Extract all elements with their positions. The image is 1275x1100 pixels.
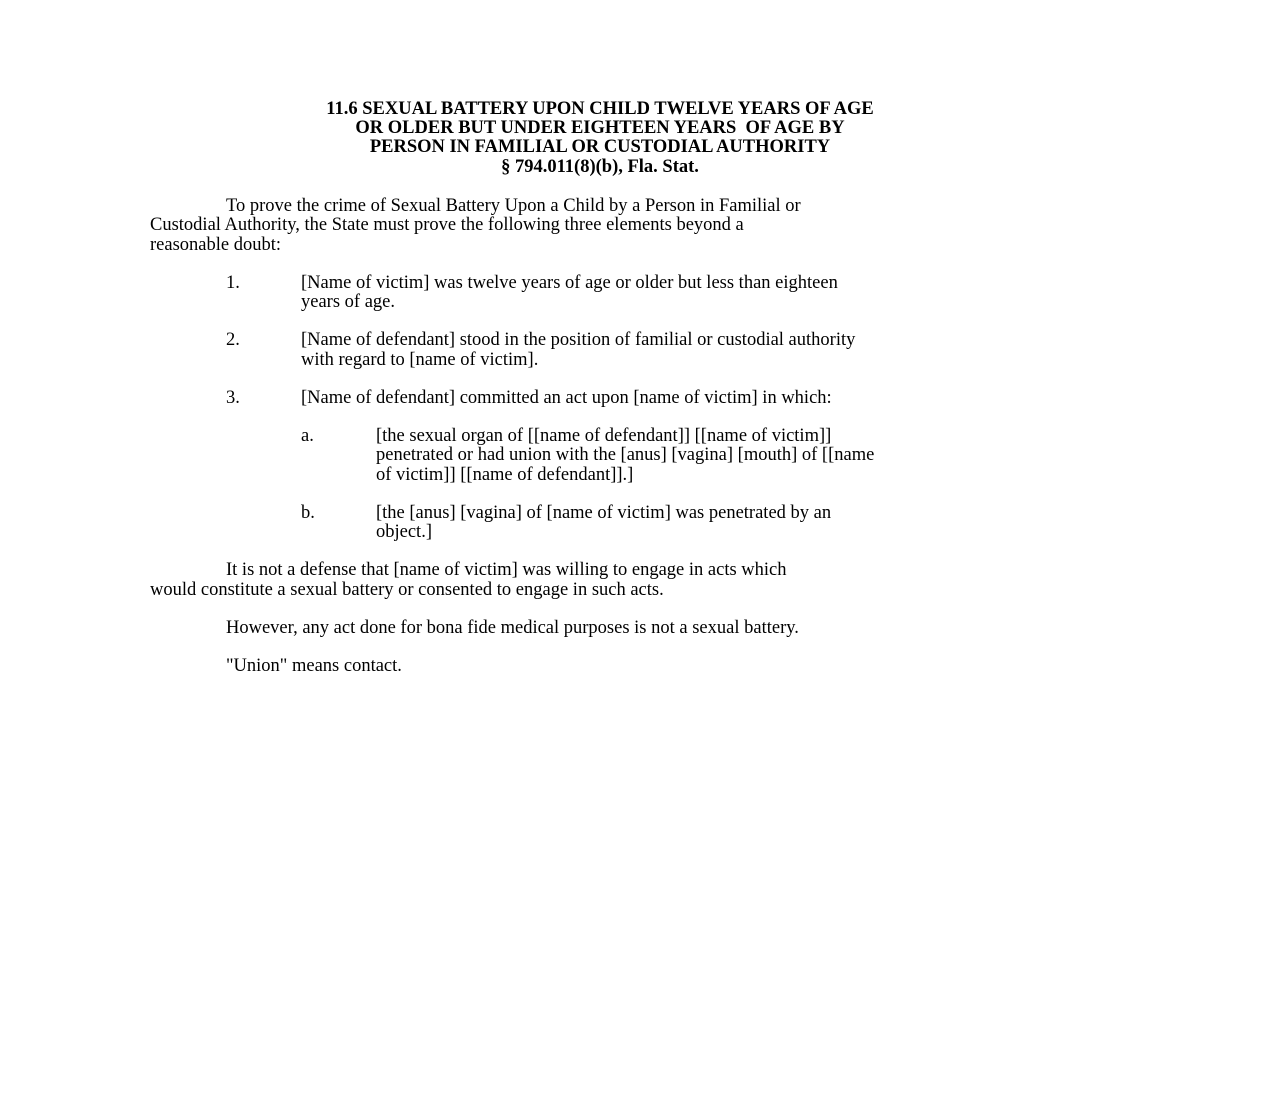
sub-element-text-line: [the [anus] [vagina] of [name of victim] was penetrated by an [376, 503, 832, 523]
sub-element-text-line: [the sexual organ of [[name of defendant]] [[name of victim]] [376, 426, 832, 446]
defense-paragraph-line: It is not a defense that [name of victim] was willing to engage in acts which [226, 560, 787, 580]
element-text-line: years of age. [301, 292, 395, 312]
element-number: 1. [226, 273, 240, 293]
sub-element-letter: b. [301, 503, 315, 523]
element-text-line: with regard to [name of victim]. [301, 350, 539, 370]
element-number: 3. [226, 388, 240, 408]
defense-paragraph-line: would constitute a sexual battery or consented to engage in such acts. [150, 580, 664, 600]
intro-paragraph-line: reasonable doubt: [150, 235, 281, 255]
intro-paragraph-line: To prove the crime of Sexual Battery Upon a Child by a Person in Familial or [226, 196, 801, 216]
sub-element-text-line: of victim]] [[name of defendant]].] [376, 465, 634, 485]
title-line: PERSON IN FAMILIAL OR CUSTODIAL AUTHORITY [369, 137, 831, 158]
statute-citation: § 794.011(8)(b), Fla. Stat. [501, 156, 699, 177]
instruction-title [150, 100, 1050, 177]
intro-paragraph-line: Custodial Authority, the State must prove the following three elements beyond a [150, 215, 744, 235]
element-number: 2. [226, 330, 240, 350]
title-line: 11.6 SEXUAL BATTERY UPON CHILD TWELVE YEARS OF AGE [326, 99, 874, 119]
sub-element-letter: a. [301, 426, 314, 446]
element-text-line: [Name of defendant] committed an act upon [name of victim] in which: [301, 388, 832, 408]
medical-purpose-note: However, any act done for bona fide medical purposes is not a sexual battery. [226, 618, 799, 638]
union-definition: "Union" means contact. [226, 656, 402, 676]
element-text-line: [Name of victim] was twelve years of age or older but less than eighteen [301, 273, 838, 293]
sub-element-text-line: object.] [376, 522, 432, 542]
title-line: OR OLDER BUT UNDER EIGHTEEN YEARS OF AGE BY [355, 118, 845, 139]
sub-element-text-line: penetrated or had union with the [anus] [vagina] [mouth] of [[name [376, 445, 875, 465]
element-text-line: [Name of defendant] stood in the position of familial or custodial authority [301, 330, 856, 350]
